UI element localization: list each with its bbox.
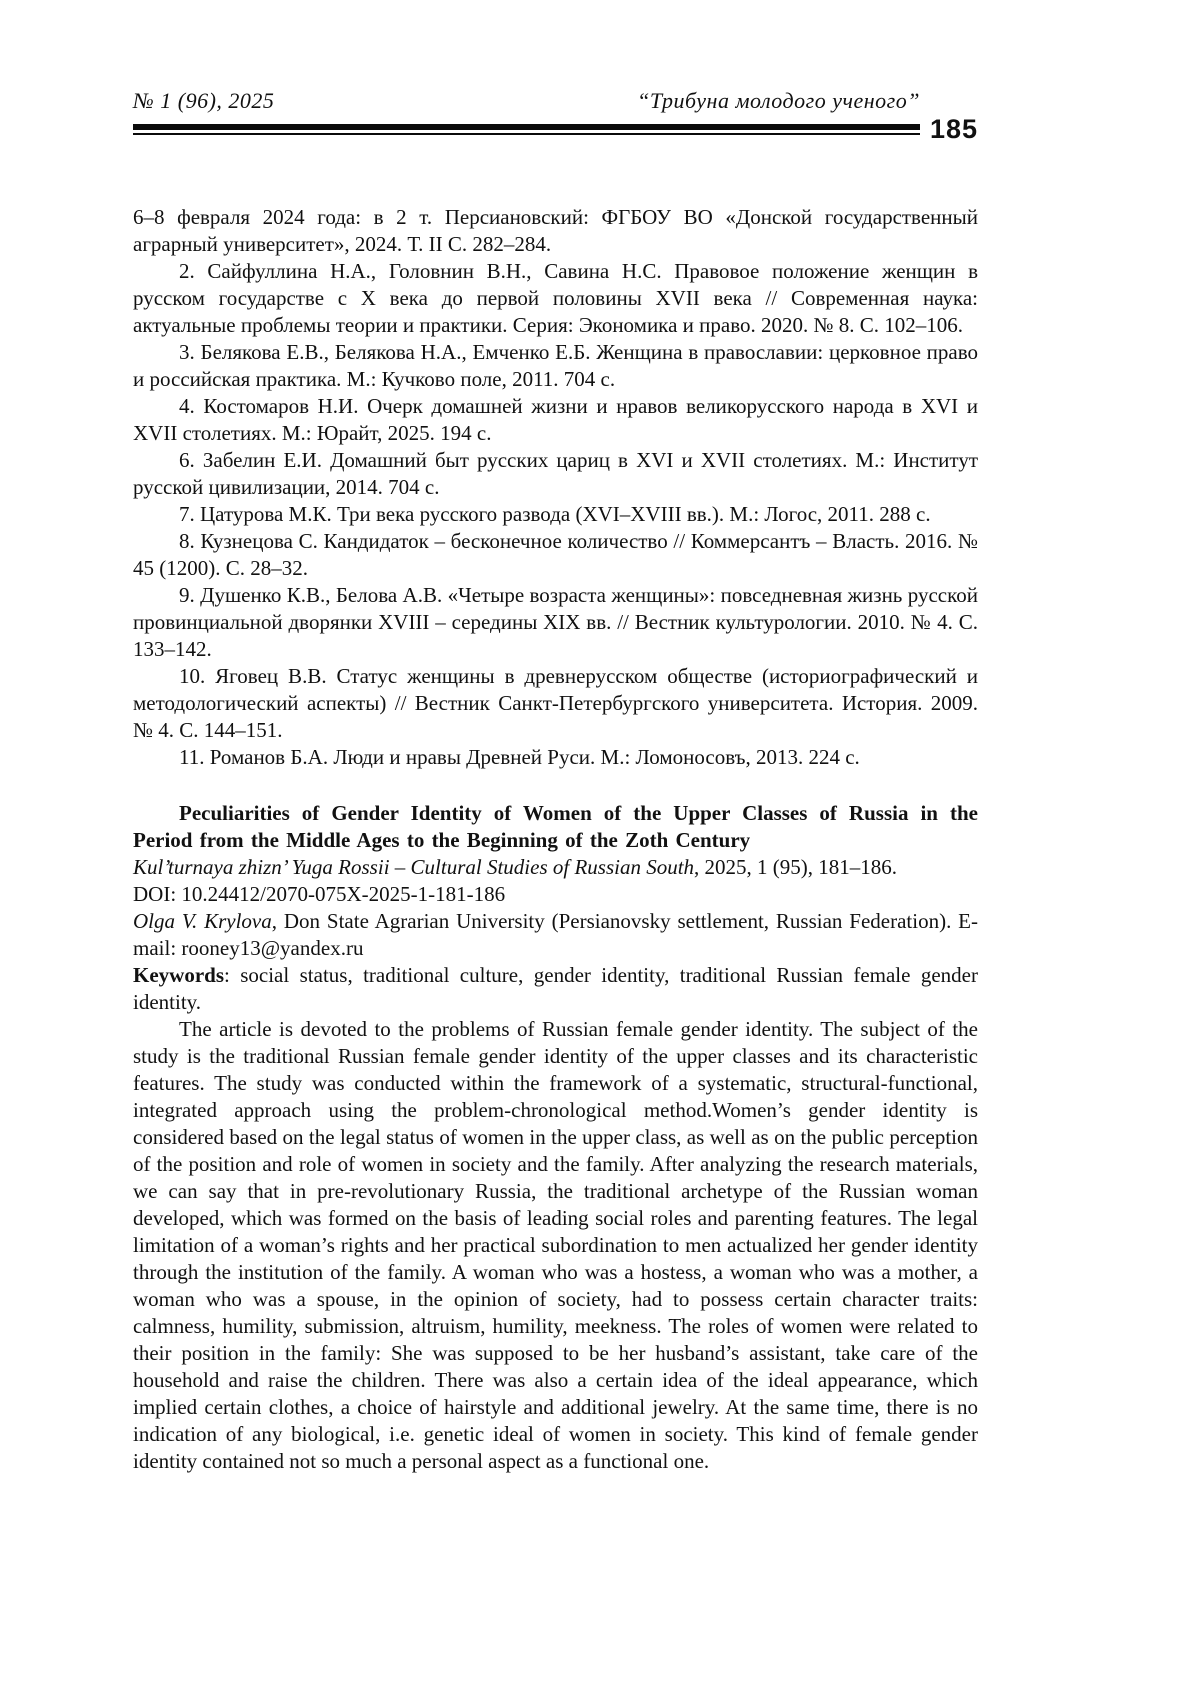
article-body xyxy=(133,204,978,1475)
double-rule xyxy=(133,124,920,135)
reference-item: 9. Душенко К.В., Белова А.В. «Четыре возраста женщины»: повседневная жизнь русской провинциальной дворянки XVIII – середины XIX вв. // Вестник культурологии. 2010. № 4. С. 133–142. xyxy=(133,583,978,661)
issue-label: № 1 (96), 2025 xyxy=(133,88,275,113)
reference-item: 2. Сайфуллина Н.А., Головнин В.Н., Савина Н.С. Правовое положение женщин в русском государстве с X века до первой половины XVII века // Современная наука: актуальные проблемы теории и практики. Серия: Экономика и право. 2020. № 8. С. 102–106. xyxy=(133,259,978,337)
author-affiliation: , Don State Agrarian University (Persianovsky settlement, Russian Federation). E-mail: rooney13@yandex.ru xyxy=(133,909,978,960)
journal-citation-line xyxy=(133,854,978,881)
reference-item: 10. Яговец В.В. Статус женщины в древнерусском обществе (историографический и методологический аспекты) // Вестник Санкт-Петербургского университета. История. 2009. № 4. С. 144–151. xyxy=(133,664,978,742)
reference-item: 11. Романов Б.А. Люди и нравы Древней Руси. М.: Ломоносовъ, 2013. 224 с. xyxy=(179,745,860,769)
keywords-text: : social status, traditional culture, gender identity, traditional Russian female gender identity. xyxy=(133,963,978,1014)
journal-citation-italic: Kul’turnaya zhizn’ Yuga Rossii – Cultural Studies of Russian South xyxy=(133,855,695,879)
reference-item: 7. Цатурова М.К. Три века русского развода (XVI–XVIII вв.). М.: Логос, 2011. 288 с. xyxy=(179,502,931,526)
reference-continuation: 6–8 февраля 2024 года: в 2 т. Персиановский: ФГБОУ ВО «Донской государственный аграрный университет», 2024. Т. II С. 282–284. xyxy=(133,205,978,256)
journal-title: “Трибуна молодого ученого” xyxy=(637,88,920,113)
english-metadata-section xyxy=(133,800,978,1016)
header-rule xyxy=(133,114,978,154)
author-name: Olga V. Krylova xyxy=(133,909,272,933)
english-title: Peculiarities of Gender Identity of Women of the Upper Classes of Russia in the Period from the Middle Ages to the Beginning of the Zoth Century xyxy=(133,801,978,852)
reference-item: 6. Забелин Е.И. Домашний быт русских цариц в XVI и XVII столетиях. М.: Институт русской цивилизации, 2014. 704 с. xyxy=(133,448,978,499)
page-number: 185 xyxy=(929,114,978,144)
page-header xyxy=(133,88,978,154)
doi-line: DOI: 10.24412/2070-075X-2025-1-181-186 xyxy=(133,882,506,906)
page-content xyxy=(133,88,978,1475)
header-row xyxy=(133,88,920,114)
reference-item: 4. Костомаров Н.И. Очерк домашней жизни и нравов великорусского народа в XVI и XVII столетиях. М.: Юрайт, 2025. 194 с. xyxy=(133,394,978,445)
journal-citation-rest: , 2025, 1 (95), 181–186. xyxy=(694,855,898,879)
reference-item: 8. Кузнецова С. Кандидаток – бесконечное количество // Коммерсантъ – Власть. 2016. № 45 (1200). С. 28–32. xyxy=(133,529,978,580)
rule-thick xyxy=(133,124,920,130)
keywords-label: Keywords xyxy=(133,963,224,987)
rule-thin xyxy=(133,133,920,135)
references-list xyxy=(133,204,978,771)
reference-item: 3. Белякова Е.В., Белякова Н.А., Емченко Е.Б. Женщина в православии: церковное право и российская практика. М.: Кучково поле, 2011. 704 с. xyxy=(133,340,978,391)
abstract-paragraph: The article is devoted to the problems of Russian female gender identity. The subject of the study is the traditional Russian female gender identity of the upper classes and its characteristic features. The study was conducted within the framework of a systematic, structural-functional, integrated approach using the problem-chronological method.Women’s gender identity is considered based on the legal status of women in the upper class, as well as on the public perception of the position and role of women in society and the family. After analyzing the research materials, we can say that in pre-revolutionary Russia, the traditional archetype of the Russian woman developed, which was formed on the basis of leading social roles and parenting features. The legal limitation of a woman’s rights and her practical subordination to men actualized her gender identity through the institution of the family. A woman who was a hostess, a woman who was a mother, a woman who was a spouse, in the opinion of society, had to possess certain character traits: calmness, humility, submission, altruism, humility, meekness. The roles of women were related to their position in the family: She was supposed to be her husband’s assistant, take care of the household and raise the children. There was also a certain idea of the ideal appearance, which implied certain clothes, a choice of hairstyle and additional jewelry. At the same time, there is no indication of any biological, i.e. genetic ideal of women in society. This kind of female gender identity contained not so much a personal aspect as a functional one. xyxy=(133,1017,978,1473)
keywords-line xyxy=(133,962,978,1016)
author-line xyxy=(133,908,978,962)
